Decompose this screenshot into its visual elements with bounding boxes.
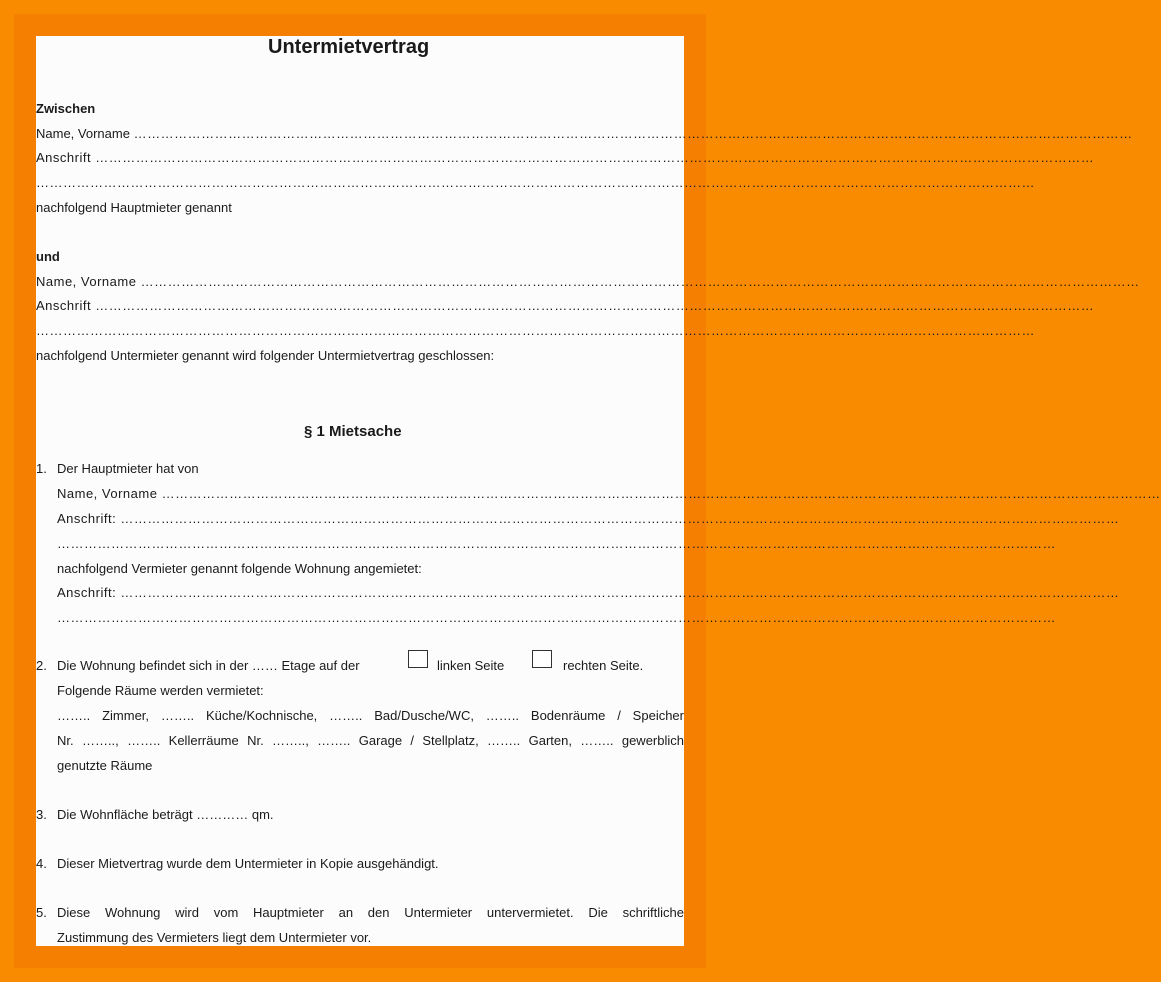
item1-landlord-text: nachfolgend Vermieter genannt folgende Wohnung angemietet: bbox=[57, 561, 422, 576]
item1-address-line bbox=[57, 511, 1120, 527]
item2-rooms-line1: …….. Zimmer, …….. Küche/Kochnische, …….. Bad/Dusche/WC, …….. Bodenräume / Speicher bbox=[57, 708, 684, 723]
party1-name-label: Name, Vorname bbox=[36, 126, 130, 141]
party1-address-dots: …………………………………………………………………………………………………………………………………………………………………………………………………… bbox=[95, 150, 1095, 165]
and-label: und bbox=[36, 249, 60, 264]
party1-address-extra-dots: …………………………………………………………………………………………………………………………………………………………………………………………………… bbox=[36, 175, 1035, 190]
item5-num: 5. bbox=[36, 905, 47, 920]
party2-address-line bbox=[36, 298, 1095, 314]
party1-name-dots: …………………………………………………………………………………………………………………………………………………………………………………………………… bbox=[133, 126, 1133, 141]
party2-name-dots: …………………………………………………………………………………………………………………………………………………………………………………………………… bbox=[140, 274, 1140, 289]
item1-name-dots: …………………………………………………………………………………………………………………………………………………………………………………………………… bbox=[161, 486, 1161, 501]
item1-name-label: Name, Vorname bbox=[57, 486, 158, 501]
between-label: Zwischen bbox=[36, 101, 96, 116]
item1-intro: Der Hauptmieter hat von bbox=[57, 461, 199, 476]
left-side-checkbox[interactable] bbox=[408, 650, 428, 668]
party2-address-extra-dots: …………………………………………………………………………………………………………………………………………………………………………………………………… bbox=[36, 323, 1035, 338]
party1-name-line bbox=[36, 126, 1133, 142]
section1-title: § 1 Mietsache bbox=[304, 423, 402, 440]
item3-text: Die Wohnfläche beträgt ………… qm. bbox=[57, 807, 274, 822]
party1-address-line bbox=[36, 150, 1095, 166]
item2-floor-text: Die Wohnung befindet sich in der …… Etage auf der bbox=[57, 658, 360, 673]
left-side-label: linken Seite bbox=[437, 658, 505, 673]
item4-text: Dieser Mietvertrag wurde dem Untermieter in Kopie ausgehändigt. bbox=[57, 856, 439, 871]
item2-rooms-line3: genutzte Räume bbox=[57, 758, 153, 773]
item1-name-line bbox=[57, 486, 1161, 502]
item2-rooms-line2: Nr. …….., …….. Kellerräume Nr. …….., …….. Garage / Stellplatz, …….. Garten, …….. gewerblich bbox=[57, 733, 684, 748]
document-page bbox=[36, 36, 1161, 946]
item3-num: 3. bbox=[36, 807, 47, 822]
item4-num: 4. bbox=[36, 856, 47, 871]
item1-address2-dots: …………………………………………………………………………………………………………………………………………………………………………………………………… bbox=[120, 585, 1120, 600]
party1-role-text: nachfolgend Hauptmieter genannt bbox=[36, 200, 232, 215]
right-side-label: rechten Seite. bbox=[563, 658, 644, 673]
item1-address2-line bbox=[57, 585, 1120, 601]
item2-num: 2. bbox=[36, 658, 47, 673]
party2-address-label: Anschrift bbox=[36, 298, 92, 313]
party1-address-label: Anschrift bbox=[36, 150, 92, 165]
item1-num: 1. bbox=[36, 461, 47, 476]
item1-address-dots: …………………………………………………………………………………………………………………………………………………………………………………………………… bbox=[120, 511, 1120, 526]
party2-role-text: nachfolgend Untermieter genannt wird folgender Untermietvertrag geschlossen: bbox=[36, 348, 495, 363]
item5-line2: Zustimmung des Vermieters liegt dem Untermieter vor. bbox=[57, 930, 372, 945]
item5-line1: Diese Wohnung wird vom Hauptmieter an den Untermieter untervermietet. Die schriftliche bbox=[57, 905, 684, 920]
item1-address2-label: Anschrift: bbox=[57, 585, 117, 600]
item1-address2-extra-dots: …………………………………………………………………………………………………………………………………………………………………………………………………… bbox=[57, 610, 1056, 625]
party2-address-dots: …………………………………………………………………………………………………………………………………………………………………………………………………… bbox=[95, 298, 1095, 313]
item1-address-extra-dots: …………………………………………………………………………………………………………………………………………………………………………………………………… bbox=[57, 536, 1056, 551]
document-title: Untermietvertrag bbox=[268, 36, 430, 58]
item1-address-label: Anschrift: bbox=[57, 511, 117, 526]
party2-name-line bbox=[36, 274, 1140, 290]
item2-rooms-intro: Folgende Räume werden vermietet: bbox=[57, 683, 264, 698]
right-side-checkbox[interactable] bbox=[532, 650, 552, 668]
party2-name-label: Name, Vorname bbox=[36, 274, 137, 289]
